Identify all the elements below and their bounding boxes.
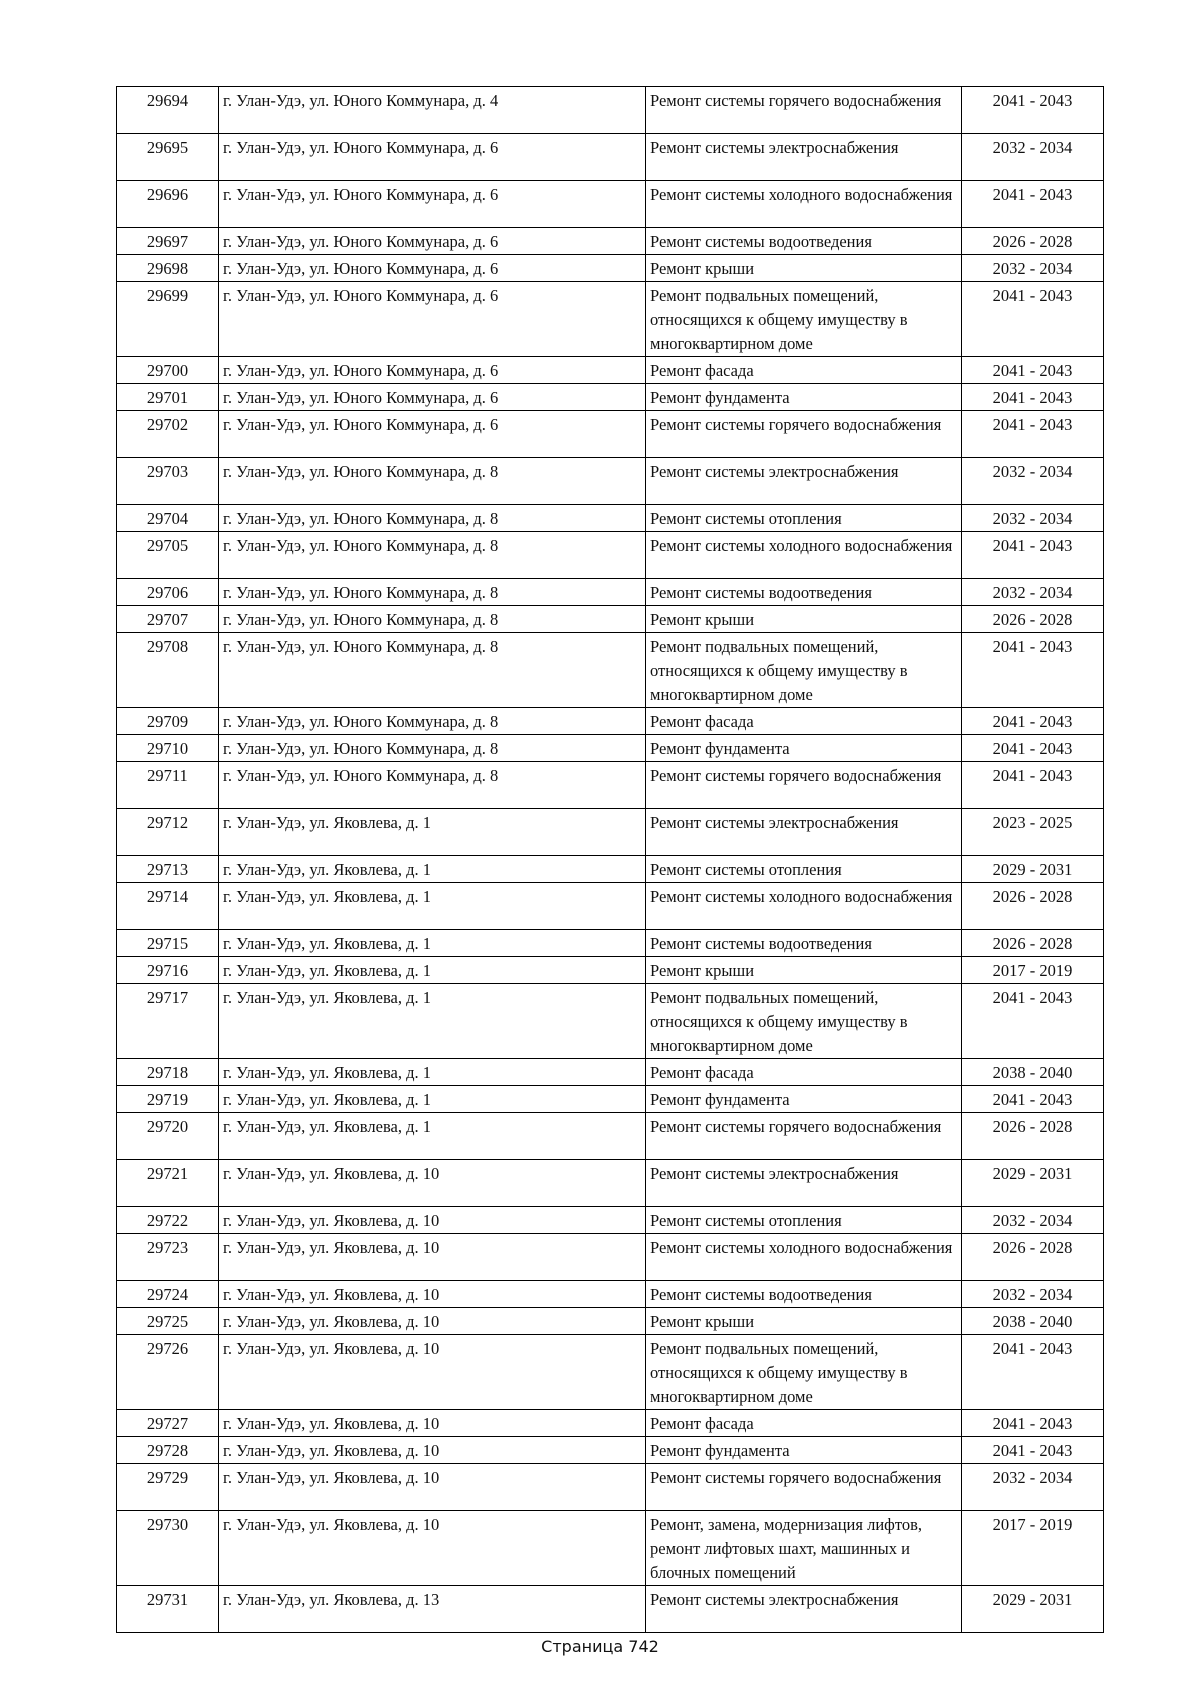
row-id-cell: 29698	[117, 255, 219, 282]
address-cell: г. Улан-Удэ, ул. Яковлева, д. 10	[219, 1281, 646, 1308]
row-id-cell: 29694	[117, 87, 219, 134]
table-row	[117, 384, 1104, 411]
row-id-cell: 29696	[117, 181, 219, 228]
table-row	[117, 957, 1104, 984]
table-row	[117, 255, 1104, 282]
address-cell: г. Улан-Удэ, ул. Яковлева, д. 1	[219, 957, 646, 984]
work-type-cell: Ремонт системы водоотведения	[646, 228, 962, 255]
address-cell: г. Улан-Удэ, ул. Яковлева, д. 1	[219, 1086, 646, 1113]
table-row	[117, 1207, 1104, 1234]
address-cell: г. Улан-Удэ, ул. Яковлева, д. 1	[219, 856, 646, 883]
row-id-cell: 29724	[117, 1281, 219, 1308]
work-type-cell: Ремонт фундамента	[646, 384, 962, 411]
work-type-cell: Ремонт системы отопления	[646, 856, 962, 883]
row-id-cell: 29715	[117, 930, 219, 957]
table-body	[117, 87, 1104, 1633]
address-cell: г. Улан-Удэ, ул. Яковлева, д. 10	[219, 1511, 646, 1586]
work-type-cell: Ремонт системы электроснабжения	[646, 134, 962, 181]
table-row	[117, 1464, 1104, 1511]
table-row	[117, 1086, 1104, 1113]
table-row	[117, 282, 1104, 357]
table-row	[117, 87, 1104, 134]
address-cell: г. Улан-Удэ, ул. Юного Коммунара, д. 6	[219, 255, 646, 282]
period-cell: 2017 - 2019	[962, 1511, 1104, 1586]
row-id-cell: 29702	[117, 411, 219, 458]
period-cell: 2023 - 2025	[962, 809, 1104, 856]
work-type-cell: Ремонт системы холодного водоснабжения	[646, 883, 962, 930]
work-type-cell: Ремонт системы электроснабжения	[646, 458, 962, 505]
period-cell: 2041 - 2043	[962, 181, 1104, 228]
address-cell: г. Улан-Удэ, ул. Яковлева, д. 10	[219, 1410, 646, 1437]
address-cell: г. Улан-Удэ, ул. Юного Коммунара, д. 8	[219, 579, 646, 606]
work-type-cell: Ремонт системы водоотведения	[646, 579, 962, 606]
table-row	[117, 1281, 1104, 1308]
period-cell: 2032 - 2034	[962, 579, 1104, 606]
table-row	[117, 856, 1104, 883]
row-id-cell: 29708	[117, 633, 219, 708]
row-id-cell: 29712	[117, 809, 219, 856]
table-row	[117, 930, 1104, 957]
work-type-cell: Ремонт крыши	[646, 606, 962, 633]
work-type-cell: Ремонт, замена, модернизация лифтов, ремонт лифтовых шахт, машинных и блочных помещений	[646, 1511, 962, 1586]
address-cell: г. Улан-Удэ, ул. Юного Коммунара, д. 8	[219, 708, 646, 735]
table-row	[117, 1234, 1104, 1281]
work-type-cell: Ремонт подвальных помещений, относящихся к общему имуществу в многоквартирном доме	[646, 984, 962, 1059]
address-cell: г. Улан-Удэ, ул. Яковлева, д. 10	[219, 1437, 646, 1464]
row-id-cell: 29727	[117, 1410, 219, 1437]
address-cell: г. Улан-Удэ, ул. Юного Коммунара, д. 4	[219, 87, 646, 134]
work-type-cell: Ремонт системы горячего водоснабжения	[646, 1113, 962, 1160]
work-type-cell: Ремонт крыши	[646, 957, 962, 984]
period-cell: 2032 - 2034	[962, 1207, 1104, 1234]
period-cell: 2032 - 2034	[962, 255, 1104, 282]
row-id-cell: 29714	[117, 883, 219, 930]
period-cell: 2041 - 2043	[962, 411, 1104, 458]
period-cell: 2041 - 2043	[962, 708, 1104, 735]
work-type-cell: Ремонт фундамента	[646, 1086, 962, 1113]
row-id-cell: 29723	[117, 1234, 219, 1281]
row-id-cell: 29717	[117, 984, 219, 1059]
row-id-cell: 29703	[117, 458, 219, 505]
address-cell: г. Улан-Удэ, ул. Юного Коммунара, д. 6	[219, 357, 646, 384]
row-id-cell: 29721	[117, 1160, 219, 1207]
period-cell: 2041 - 2043	[962, 384, 1104, 411]
row-id-cell: 29704	[117, 505, 219, 532]
work-type-cell: Ремонт системы водоотведения	[646, 930, 962, 957]
period-cell: 2032 - 2034	[962, 134, 1104, 181]
table-row	[117, 1113, 1104, 1160]
period-cell: 2041 - 2043	[962, 282, 1104, 357]
table-row	[117, 883, 1104, 930]
work-type-cell: Ремонт фасада	[646, 1059, 962, 1086]
address-cell: г. Улан-Удэ, ул. Юного Коммунара, д. 6	[219, 228, 646, 255]
work-type-cell: Ремонт системы холодного водоснабжения	[646, 532, 962, 579]
address-cell: г. Улан-Удэ, ул. Юного Коммунара, д. 8	[219, 606, 646, 633]
period-cell: 2041 - 2043	[962, 1335, 1104, 1410]
address-cell: г. Улан-Удэ, ул. Юного Коммунара, д. 8	[219, 633, 646, 708]
work-type-cell: Ремонт системы электроснабжения	[646, 1586, 962, 1633]
address-cell: г. Улан-Удэ, ул. Яковлева, д. 10	[219, 1207, 646, 1234]
row-id-cell: 29706	[117, 579, 219, 606]
row-id-cell: 29710	[117, 735, 219, 762]
address-cell: г. Улан-Удэ, ул. Яковлева, д. 10	[219, 1234, 646, 1281]
period-cell: 2029 - 2031	[962, 856, 1104, 883]
table-row	[117, 1437, 1104, 1464]
row-id-cell: 29728	[117, 1437, 219, 1464]
address-cell: г. Улан-Удэ, ул. Яковлева, д. 10	[219, 1335, 646, 1410]
address-cell: г. Улан-Удэ, ул. Юного Коммунара, д. 6	[219, 181, 646, 228]
address-cell: г. Улан-Удэ, ул. Яковлева, д. 1	[219, 930, 646, 957]
row-id-cell: 29701	[117, 384, 219, 411]
row-id-cell: 29695	[117, 134, 219, 181]
address-cell: г. Улан-Удэ, ул. Яковлева, д. 13	[219, 1586, 646, 1633]
address-cell: г. Улан-Удэ, ул. Яковлева, д. 1	[219, 1113, 646, 1160]
table-row	[117, 1308, 1104, 1335]
period-cell: 2041 - 2043	[962, 984, 1104, 1059]
table-row	[117, 1335, 1104, 1410]
work-type-cell: Ремонт системы горячего водоснабжения	[646, 1464, 962, 1511]
table-row	[117, 532, 1104, 579]
address-cell: г. Улан-Удэ, ул. Яковлева, д. 10	[219, 1464, 646, 1511]
period-cell: 2041 - 2043	[962, 762, 1104, 809]
row-id-cell: 29726	[117, 1335, 219, 1410]
table-row	[117, 181, 1104, 228]
work-type-cell: Ремонт крыши	[646, 1308, 962, 1335]
work-type-cell: Ремонт системы холодного водоснабжения	[646, 181, 962, 228]
address-cell: г. Улан-Удэ, ул. Яковлева, д. 10	[219, 1160, 646, 1207]
table-row	[117, 606, 1104, 633]
work-type-cell: Ремонт фасада	[646, 1410, 962, 1437]
period-cell: 2026 - 2028	[962, 1113, 1104, 1160]
row-id-cell: 29725	[117, 1308, 219, 1335]
address-cell: г. Улан-Удэ, ул. Яковлева, д. 1	[219, 809, 646, 856]
table-row	[117, 134, 1104, 181]
row-id-cell: 29697	[117, 228, 219, 255]
row-id-cell: 29718	[117, 1059, 219, 1086]
work-type-cell: Ремонт системы отопления	[646, 505, 962, 532]
work-type-cell: Ремонт системы холодного водоснабжения	[646, 1234, 962, 1281]
work-type-cell: Ремонт подвальных помещений, относящихся к общему имуществу в многоквартирном доме	[646, 282, 962, 357]
work-type-cell: Ремонт подвальных помещений, относящихся к общему имуществу в многоквартирном доме	[646, 1335, 962, 1410]
row-id-cell: 29699	[117, 282, 219, 357]
address-cell: г. Улан-Удэ, ул. Яковлева, д. 1	[219, 1059, 646, 1086]
work-type-cell: Ремонт фасада	[646, 708, 962, 735]
period-cell: 2038 - 2040	[962, 1059, 1104, 1086]
work-type-cell: Ремонт фундамента	[646, 1437, 962, 1464]
row-id-cell: 29713	[117, 856, 219, 883]
address-cell: г. Улан-Удэ, ул. Юного Коммунара, д. 8	[219, 532, 646, 579]
row-id-cell: 29709	[117, 708, 219, 735]
table-row	[117, 1160, 1104, 1207]
period-cell: 2041 - 2043	[962, 1437, 1104, 1464]
work-type-cell: Ремонт системы электроснабжения	[646, 809, 962, 856]
period-cell: 2026 - 2028	[962, 228, 1104, 255]
work-type-cell: Ремонт системы электроснабжения	[646, 1160, 962, 1207]
period-cell: 2032 - 2034	[962, 1281, 1104, 1308]
period-cell: 2026 - 2028	[962, 883, 1104, 930]
period-cell: 2032 - 2034	[962, 458, 1104, 505]
row-id-cell: 29700	[117, 357, 219, 384]
period-cell: 2041 - 2043	[962, 1410, 1104, 1437]
table-row	[117, 735, 1104, 762]
row-id-cell: 29722	[117, 1207, 219, 1234]
work-type-cell: Ремонт системы горячего водоснабжения	[646, 411, 962, 458]
table-row	[117, 505, 1104, 532]
table-row	[117, 411, 1104, 458]
work-type-cell: Ремонт системы отопления	[646, 1207, 962, 1234]
table-row	[117, 1410, 1104, 1437]
period-cell: 2041 - 2043	[962, 357, 1104, 384]
table-row	[117, 809, 1104, 856]
period-cell: 2041 - 2043	[962, 735, 1104, 762]
work-type-cell: Ремонт системы горячего водоснабжения	[646, 87, 962, 134]
period-cell: 2041 - 2043	[962, 532, 1104, 579]
period-cell: 2041 - 2043	[962, 633, 1104, 708]
period-cell: 2017 - 2019	[962, 957, 1104, 984]
address-cell: г. Улан-Удэ, ул. Юного Коммунара, д. 8	[219, 762, 646, 809]
row-id-cell: 29705	[117, 532, 219, 579]
work-type-cell: Ремонт фундамента	[646, 735, 962, 762]
table-row	[117, 458, 1104, 505]
row-id-cell: 29707	[117, 606, 219, 633]
table-row	[117, 1586, 1104, 1633]
period-cell: 2026 - 2028	[962, 930, 1104, 957]
work-type-cell: Ремонт системы горячего водоснабжения	[646, 762, 962, 809]
repair-schedule-table	[116, 86, 1104, 1633]
row-id-cell: 29730	[117, 1511, 219, 1586]
address-cell: г. Улан-Удэ, ул. Юного Коммунара, д. 8	[219, 735, 646, 762]
address-cell: г. Улан-Удэ, ул. Юного Коммунара, д. 8	[219, 458, 646, 505]
table-row	[117, 633, 1104, 708]
page-number: Страница 742	[541, 1637, 659, 1656]
row-id-cell: 29719	[117, 1086, 219, 1113]
address-cell: г. Улан-Удэ, ул. Юного Коммунара, д. 8	[219, 505, 646, 532]
table-row	[117, 579, 1104, 606]
table-row	[117, 984, 1104, 1059]
work-type-cell: Ремонт подвальных помещений, относящихся к общему имуществу в многоквартирном доме	[646, 633, 962, 708]
work-type-cell: Ремонт крыши	[646, 255, 962, 282]
table-row	[117, 357, 1104, 384]
table-row	[117, 708, 1104, 735]
row-id-cell: 29729	[117, 1464, 219, 1511]
period-cell: 2026 - 2028	[962, 1234, 1104, 1281]
period-cell: 2041 - 2043	[962, 1086, 1104, 1113]
period-cell: 2038 - 2040	[962, 1308, 1104, 1335]
table-row	[117, 1059, 1104, 1086]
row-id-cell: 29720	[117, 1113, 219, 1160]
period-cell: 2041 - 2043	[962, 87, 1104, 134]
address-cell: г. Улан-Удэ, ул. Юного Коммунара, д. 6	[219, 282, 646, 357]
period-cell: 2029 - 2031	[962, 1160, 1104, 1207]
period-cell: 2029 - 2031	[962, 1586, 1104, 1633]
table-row	[117, 762, 1104, 809]
address-cell: г. Улан-Удэ, ул. Яковлева, д. 1	[219, 883, 646, 930]
period-cell: 2026 - 2028	[962, 606, 1104, 633]
address-cell: г. Улан-Удэ, ул. Юного Коммунара, д. 6	[219, 384, 646, 411]
table-row	[117, 228, 1104, 255]
work-type-cell: Ремонт системы водоотведения	[646, 1281, 962, 1308]
address-cell: г. Улан-Удэ, ул. Юного Коммунара, д. 6	[219, 411, 646, 458]
period-cell: 2032 - 2034	[962, 1464, 1104, 1511]
row-id-cell: 29716	[117, 957, 219, 984]
period-cell: 2032 - 2034	[962, 505, 1104, 532]
address-cell: г. Улан-Удэ, ул. Яковлева, д. 1	[219, 984, 646, 1059]
address-cell: г. Улан-Удэ, ул. Яковлева, д. 10	[219, 1308, 646, 1335]
row-id-cell: 29731	[117, 1586, 219, 1633]
work-type-cell: Ремонт фасада	[646, 357, 962, 384]
table-row	[117, 1511, 1104, 1586]
address-cell: г. Улан-Удэ, ул. Юного Коммунара, д. 6	[219, 134, 646, 181]
row-id-cell: 29711	[117, 762, 219, 809]
